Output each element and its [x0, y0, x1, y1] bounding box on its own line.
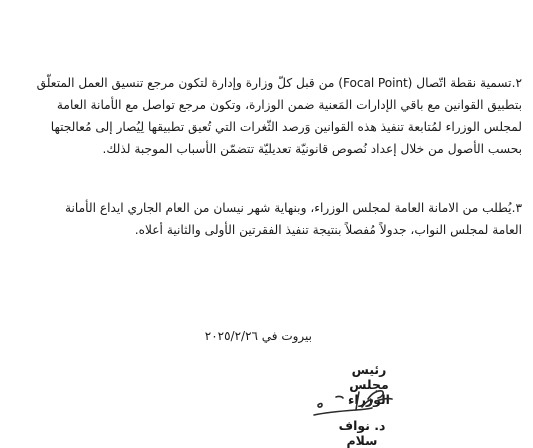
signatory-name: د. نواف سلام [338, 418, 386, 448]
paragraph-3-line: ٣.يُطلب من الامانة العامة لمجلس الوزراء، وبنهاية شهر نيسان من العام الجاري ايداع الأمانة [65, 201, 522, 215]
paragraph-2-line: بحسب الأصول من خلال إعداد نُصوص قانونيّة تعديليّة تتضمّن الأسباب الموجبة لذلك. [102, 142, 522, 156]
paragraph-2-line: بتطبيق القوانين مع باقي الإدارات المَعنية ضمن الوزارة، وتكون مرجع تواصل مع الأمانة العامة [56, 98, 522, 112]
paragraph-3-line: العامة لمجلس النواب، جدولاً مُفصلاً بنتيجة تنفيذ الفقرتين الأولى والثانية أعلاه. [134, 223, 522, 237]
paragraph-2 [36, 72, 522, 160]
date-line: بيروت في ٢٠٢٥/٢/٢٦ [204, 329, 312, 343]
signatory-title: رئيس مجلس الوزراء [348, 362, 390, 407]
paragraph-3 [65, 197, 522, 241]
paragraph-2-line: لمجلس الوزراء لمُتابعة تنفيذ هذه القوانين وَرصد الثّغرات التي تُعيق تطبيقها لِيُصار إلى مُعالجتها [50, 120, 522, 134]
paragraph-2-line: ٢.تسمية نقطة اتّصال (Focal Point) من قبل كلّ وزارة وإدارة لتكون مرجع تنسيق العمل المتعلّق [36, 76, 522, 90]
